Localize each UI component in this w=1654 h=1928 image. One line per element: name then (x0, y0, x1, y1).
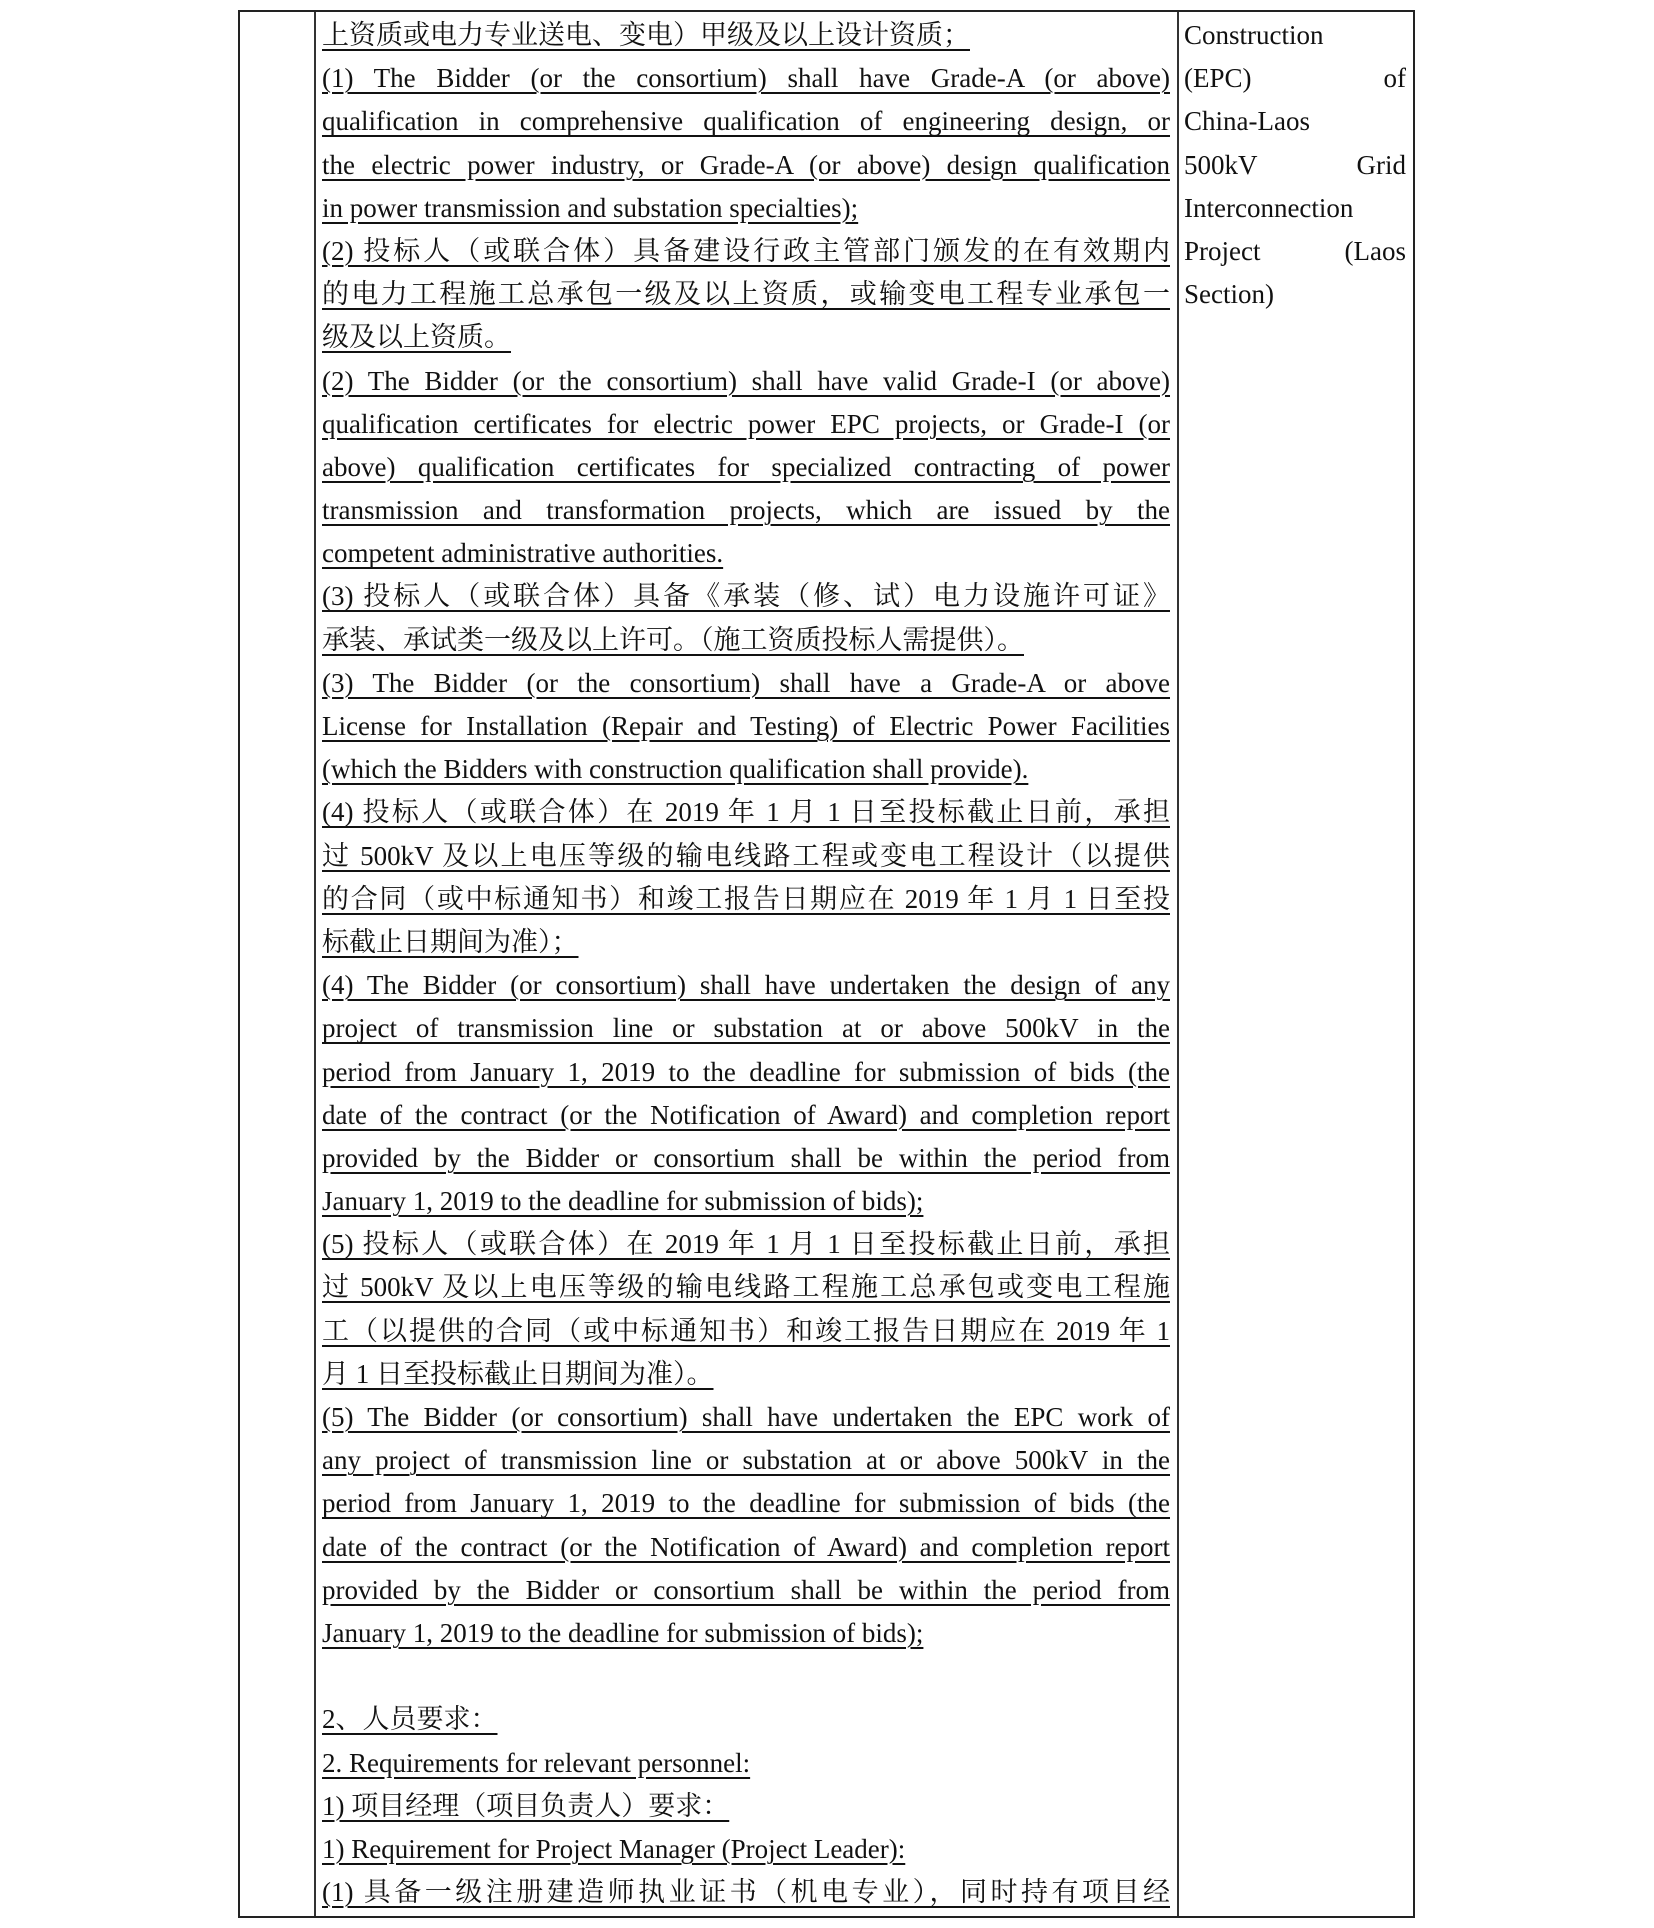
text-line (322, 921, 1170, 964)
text-line (322, 532, 1170, 575)
text-line (322, 1569, 1170, 1612)
text-line (322, 403, 1170, 446)
text-line (322, 1439, 1170, 1482)
text-line (322, 187, 1170, 230)
underlined-text: (5) The Bidder (or consortium) shall have undertaken the EPC work of (322, 1402, 1170, 1432)
text-line (322, 273, 1170, 316)
text-line (322, 1785, 1170, 1828)
text-line (322, 1223, 1170, 1266)
underlined-text: 级及以上资质。 (322, 322, 511, 353)
text-line (322, 1180, 1170, 1223)
underlined-text: License for Installation (Repair and Testing) of Electric Power Facilities (322, 711, 1170, 741)
text-line (322, 1698, 1170, 1741)
underlined-text: 1) 项目经理（项目负责人）要求： (322, 1790, 730, 1821)
underlined-text: provided by the Bidder or consortium shall be within the period from (322, 1142, 1170, 1173)
text-line (322, 57, 1170, 100)
text-line (322, 100, 1170, 143)
text-line (322, 489, 1170, 532)
underlined-text: (which the Bidders with construction qualification shall provide). (322, 754, 1029, 785)
underlined-text: qualification in comprehensive qualification of engineering design, or (322, 106, 1170, 137)
text-line (322, 1137, 1170, 1180)
underlined-text: date of the contract (or the Notification of Award) and completion report (322, 1099, 1170, 1130)
column-divider (1177, 12, 1179, 1916)
text-line (322, 619, 1170, 662)
underlined-text: 月 1 日至投标截止日期间为准）。 (322, 1358, 714, 1389)
text-line (322, 144, 1170, 187)
text-line (322, 1612, 1170, 1655)
text-line (322, 230, 1170, 273)
underlined-text: qualification certificates for electric power EPC projects, or Grade-I (or (322, 408, 1170, 439)
project-name-line: China-Laos (1184, 106, 1310, 137)
underlined-text: transmission and transformation projects, which are issued by the (322, 495, 1170, 526)
underlined-text: 过 500kV 及以上电压等级的输电线路工程或变电工程设计（以提供 (322, 840, 1170, 871)
text-line (322, 1828, 1170, 1871)
underlined-text: (3) 投标人（或联合体）具备《承装（修、试）电力设施许可证》 (322, 581, 1170, 612)
text-line (322, 748, 1170, 791)
text-line (322, 791, 1170, 834)
underlined-text: 标截止日期间为准）； (322, 926, 579, 957)
project-name-line: Interconnection (1184, 192, 1354, 223)
text-line (322, 964, 1170, 1007)
underlined-text: period from January 1, 2019 to the deadline for submission of bids (the (322, 1056, 1170, 1087)
project-name-line: (EPC) of (1184, 63, 1406, 94)
underlined-text: period from January 1, 2019 to the deadline for submission of bids (the (322, 1488, 1170, 1519)
underlined-text: provided by the Bidder or consortium shall be within the period from (322, 1574, 1170, 1605)
underlined-text: (4) 投标人（或联合体）在 2019 年 1 月 1 日至投标截止日前，承担 (322, 797, 1170, 828)
underlined-text: in power transmission and substation specialties); (322, 192, 859, 223)
text-line (322, 705, 1170, 748)
text-line (322, 1007, 1170, 1050)
underlined-text: 2、人员要求： (322, 1704, 498, 1735)
text-line (322, 14, 1170, 57)
text-line (322, 1051, 1170, 1094)
text-line (322, 1742, 1170, 1785)
underlined-text: (2) The Bidder (or the consortium) shall have valid Grade-I (or above) (322, 365, 1170, 396)
text-line (322, 360, 1170, 403)
text-line (322, 1310, 1170, 1353)
text-line (322, 1526, 1170, 1569)
text-line (322, 1094, 1170, 1137)
underlined-text: (3) The Bidder (or the consortium) shall have a Grade-A or above (322, 667, 1170, 698)
column-divider (314, 12, 316, 1916)
project-name-cell (1184, 14, 1406, 316)
underlined-text: (1) 具备一级注册建造师执业证书（机电专业），同时持有项目经 (322, 1877, 1170, 1908)
underlined-text: 承装、承试类一级及以上许可。（施工资质投标人需提供）。 (322, 624, 1024, 655)
underlined-text: competent administrative authorities. (322, 538, 724, 569)
requirements-table (238, 10, 1415, 1918)
text-line (322, 1266, 1170, 1309)
project-name-line: Section) (1184, 279, 1274, 310)
underlined-text: 的电力工程施工总承包一级及以上资质，或输变电工程专业承包一 (322, 279, 1170, 310)
underlined-text: 工（以提供的合同（或中标通知书）和竣工报告日期应在 2019 年 1 (322, 1315, 1170, 1346)
text-line (322, 575, 1170, 618)
text-line (322, 1396, 1170, 1439)
project-name-line: 500kV Grid (1184, 149, 1406, 180)
underlined-text: 的合同（或中标通知书）和竣工报告日期应在 2019 年 1 月 1 日至投 (322, 883, 1170, 914)
text-line (322, 1482, 1170, 1525)
blank-line (322, 1655, 1170, 1698)
project-name-line: Construction (1184, 20, 1324, 50)
text-line (322, 1353, 1170, 1396)
underlined-text: project of transmission line or substation at or above 500kV in the (322, 1013, 1170, 1044)
underlined-text: 上资质或电力专业送电、变电）甲级及以上设计资质； (322, 20, 970, 50)
text-line (322, 316, 1170, 359)
underlined-text: 过 500kV 及以上电压等级的输电线路工程施工总承包或变电工程施 (322, 1272, 1170, 1303)
underlined-text: (1) The Bidder (or the consortium) shall have Grade-A (or above) (322, 63, 1170, 94)
text-line (322, 835, 1170, 878)
text-line (322, 446, 1170, 489)
project-name-line: Project (Laos (1184, 235, 1406, 266)
underlined-text: 1) Requirement for Project Manager (Project Leader): (322, 1833, 906, 1864)
underlined-text: 2. Requirements for relevant personnel: (322, 1747, 751, 1778)
underlined-text: date of the contract (or the Notification of Award) and completion report (322, 1531, 1170, 1562)
underlined-text: above) qualification certificates for specialized contracting of power (322, 451, 1170, 482)
underlined-text: (4) The Bidder (or consortium) shall have undertaken the design of any (322, 970, 1170, 1001)
underlined-text: any project of transmission line or substation at or above 500kV in the (322, 1445, 1170, 1476)
underlined-text: (5) 投标人（或联合体）在 2019 年 1 月 1 日至投标截止日前，承担 (322, 1229, 1170, 1260)
underlined-text: January 1, 2019 to the deadline for submission of bids); (322, 1617, 924, 1648)
qualification-requirements-cell (322, 14, 1170, 1914)
underlined-text: January 1, 2019 to the deadline for submission of bids); (322, 1186, 924, 1217)
underlined-text: the electric power industry, or Grade-A (or above) design qualification (322, 149, 1170, 180)
text-line (322, 878, 1170, 921)
text-line (322, 662, 1170, 705)
text-line (322, 1871, 1170, 1914)
underlined-text: (2) 投标人（或联合体）具备建设行政主管部门颁发的在有效期内 (322, 235, 1170, 266)
